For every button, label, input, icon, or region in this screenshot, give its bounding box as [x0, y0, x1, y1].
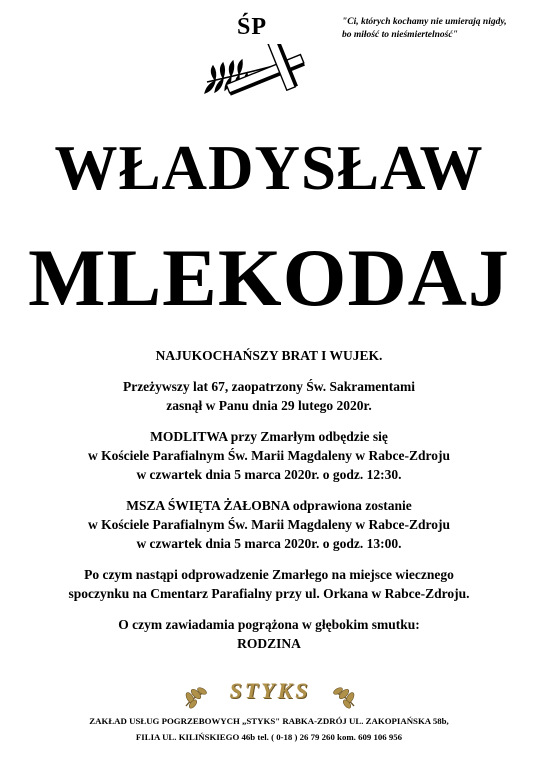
- notice-body: [0, 346, 538, 653]
- styks-logo: [180, 676, 360, 712]
- death-line: zasnął w Panu dnia 29 lutego 2020r.: [166, 398, 372, 413]
- mass-line: w czwartek dnia 5 marca 2020r. o godz. 13:00.: [136, 536, 402, 551]
- cross-with-palm-branch-icon: [203, 44, 313, 104]
- relation-line: NAJUKOCHAŃSZY BRAT I WUJEK.: [155, 348, 383, 363]
- prayer-line: MODLITWA przy Zmarłym odbędzie się: [150, 429, 388, 444]
- footer: [0, 713, 538, 745]
- burial-line: spoczynku na Cmentarz Parafialny przy ul. Orkana w Rabce-Zdroju.: [68, 586, 470, 601]
- logo-text: STYKS: [229, 678, 311, 703]
- family-signature: RODZINA: [237, 636, 301, 651]
- footer-line: FILIA UL. KILIŃSKIEGO 46b tel. ( 0-18 ) 26 79 260 kom. 609 106 956: [135, 732, 403, 742]
- quote-line: "Ci, których kochamy nie umierają nigdy,: [342, 17, 507, 27]
- initials: ŚP: [237, 14, 268, 40]
- mass-line: MSZA ŚWIĘTA ŻAŁOBNA odprawiona zostanie: [126, 498, 412, 513]
- burial-line: Po czym nastąpi odprowadzenie Zmarłego na miejsce wiecznego: [84, 567, 454, 582]
- quote-line: bo miłość to nieśmiertelność": [342, 30, 458, 40]
- deceased-first-name: WŁADYSŁAW: [54, 133, 484, 203]
- header: [0, 0, 538, 110]
- death-line: Przeżywszy lat 67, zaopatrzony Św. Sakramentami: [122, 379, 416, 394]
- footer-line: ZAKŁAD USŁUG POGRZEBOWYCH „STYKS" RABKA-ZDRÓJ UL. ZAKOPIAŃSKA 58b,: [89, 716, 449, 726]
- deceased-last-name: MLEKODAJ: [28, 232, 510, 323]
- mass-line: w Kościele Parafialnym Św. Marii Magdaleny w Rabce-Zdroju: [88, 517, 450, 532]
- prayer-line: w czwartek dnia 5 marca 2020r. o godz. 12:30.: [136, 467, 402, 482]
- quote: [342, 16, 532, 42]
- closing-line: O czym zawiadamia pogrążona w głębokim smutku:: [118, 617, 420, 632]
- prayer-line: w Kościele Parafialnym Św. Marii Magdaleny w Rabce-Zdroju: [88, 448, 450, 463]
